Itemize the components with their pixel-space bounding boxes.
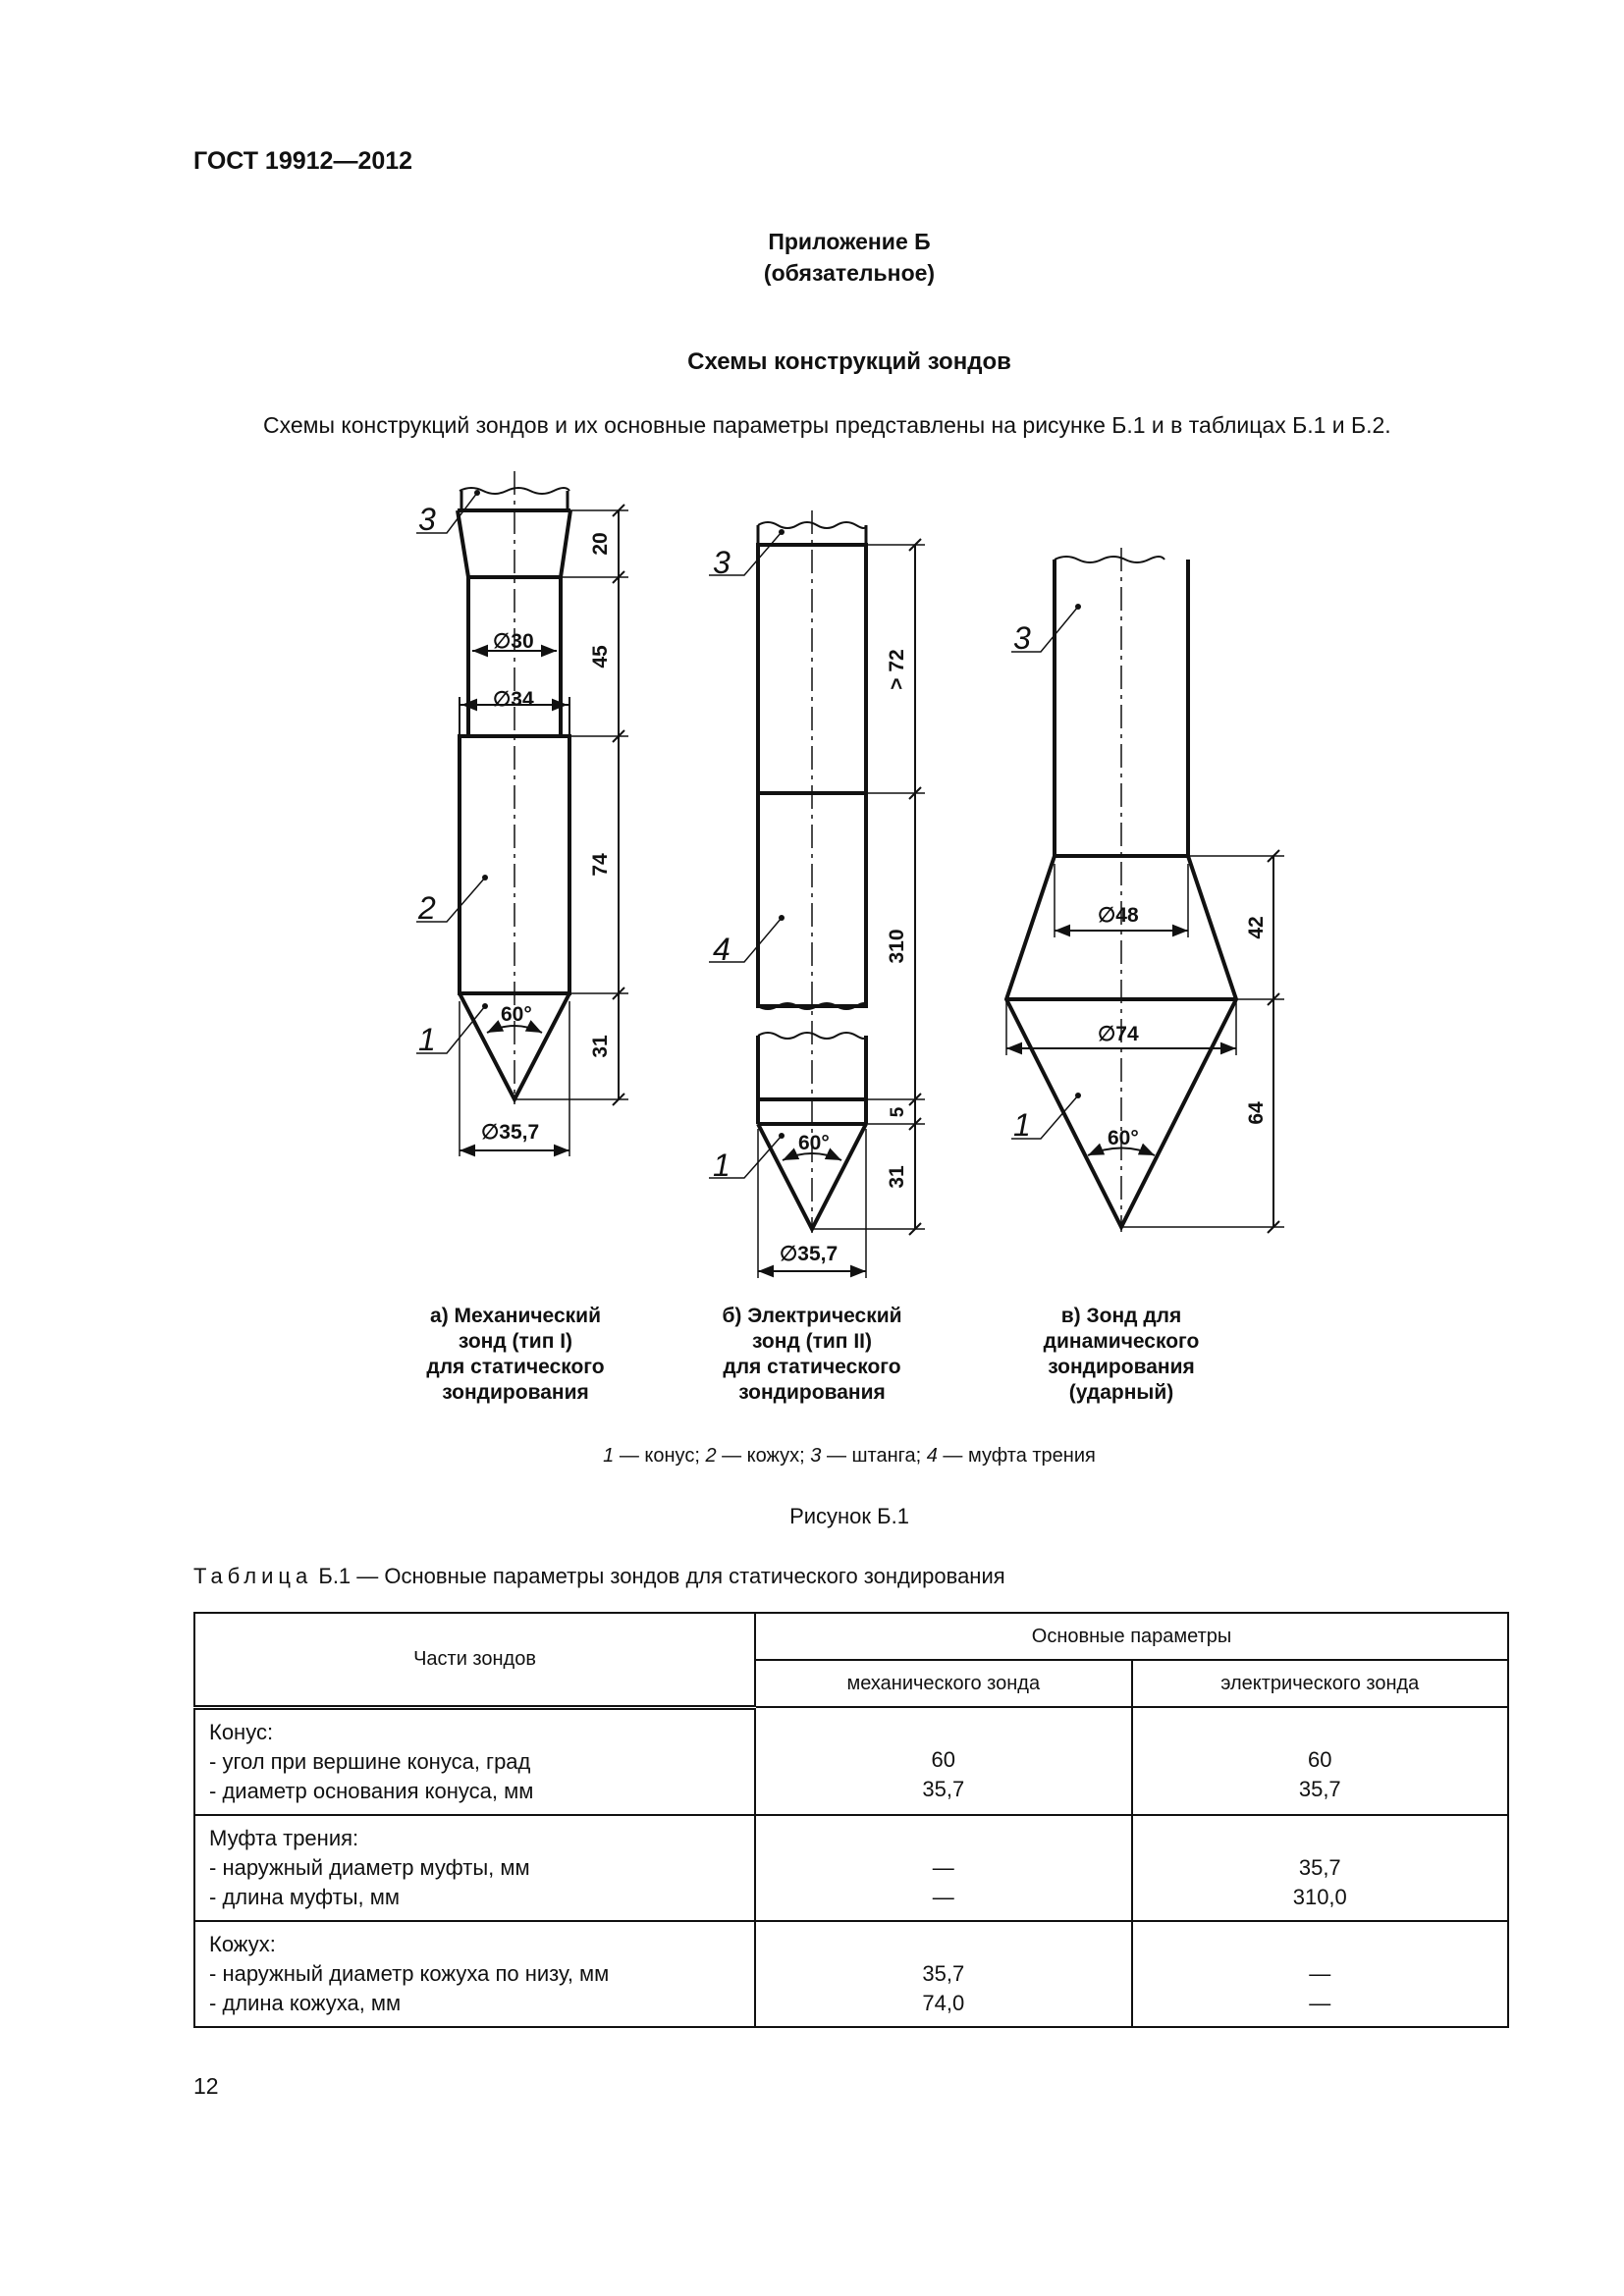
probe-b-caption-line: б) Электрический	[722, 1305, 902, 1327]
probe-a-caption	[388, 1304, 643, 1406]
probe-c-caption-line: зондирования	[1048, 1356, 1195, 1378]
cell-value: 35,7	[1298, 1777, 1341, 1801]
elec-values	[1132, 1921, 1508, 2027]
header-mechanical: механического зонда	[755, 1660, 1131, 1707]
probe-a-diameter-top: ∅30	[493, 630, 534, 653]
legend-text: — штанга;	[821, 1445, 927, 1467]
header-main-params: Основные параметры	[755, 1613, 1508, 1660]
row-line: - наружный диаметр муфты, мм	[209, 1854, 530, 1880]
cell-value: 60	[1308, 1747, 1332, 1772]
probe-a-dim-2: 45	[589, 645, 612, 668]
probe-b-label-4: 4	[713, 932, 731, 967]
probe-a-label-1: 1	[418, 1022, 436, 1057]
probe-a-caption-line: для статического	[426, 1356, 605, 1378]
probe-a-caption-line: зондирования	[442, 1381, 589, 1404]
figure-caption: Рисунок Б.1	[789, 1504, 909, 1528]
mech-values	[755, 1707, 1131, 1815]
probe-b-diameter-cone: ∅35,7	[780, 1243, 839, 1265]
probe-b-caption-line: для статического	[723, 1356, 901, 1378]
section-title: Схемы конструкций зондов	[687, 348, 1011, 375]
appendix-title: Приложение Б	[768, 229, 931, 254]
cell-value: —	[1309, 1990, 1331, 2015]
row-line: - длина муфты, мм	[209, 1884, 401, 1909]
probe-a-caption-line: а) Механический	[430, 1305, 601, 1327]
legend-text: — конус;	[614, 1445, 706, 1467]
legend-text: — кожух;	[716, 1445, 811, 1467]
cell-value: —	[932, 1884, 954, 1909]
cell-value: —	[1309, 1960, 1331, 1986]
probe-a-caption-line: зонд (тип I)	[458, 1330, 573, 1353]
probe-b-dim-2: 310	[886, 929, 908, 964]
row-line: - угол при вершине конуса, град	[209, 1748, 531, 1774]
probe-c-caption	[994, 1304, 1249, 1406]
elec-values	[1132, 1815, 1508, 1921]
legend-key: 1	[603, 1445, 615, 1467]
mech-values	[755, 1815, 1131, 1921]
probe-b-dim-1: > 72	[886, 649, 908, 690]
row-label	[194, 1815, 755, 1921]
header-electrical: электрического зонда	[1132, 1660, 1508, 1707]
cell-value: 35,7	[922, 1777, 965, 1801]
probe-c-annotations	[1013, 620, 1268, 1149]
probe-a-dim-3: 74	[589, 853, 612, 877]
cell-value: 310,0	[1292, 1884, 1347, 1909]
probe-c-dim-2: 64	[1245, 1101, 1268, 1125]
row-line: Муфта трения:	[209, 1825, 359, 1850]
table-row	[194, 1921, 1508, 2027]
probe-a-dim-4: 31	[589, 1035, 612, 1058]
row-line: Кожух:	[209, 1931, 276, 1956]
cell-value: 60	[931, 1747, 956, 1772]
table-caption-word: Таблица	[193, 1564, 313, 1588]
probe-b-dim-4: 31	[886, 1165, 908, 1189]
row-line: - наружный диаметр кожуха по низу, мм	[209, 1960, 610, 1986]
probe-b-label-1: 1	[713, 1148, 731, 1183]
probe-b-caption-line: зонд (тип II)	[752, 1330, 872, 1353]
row-line: Конус:	[209, 1719, 274, 1744]
probe-b-drawing	[709, 510, 925, 1278]
table-caption	[193, 1564, 1005, 1589]
row-line: - длина кожуха, мм	[209, 1990, 402, 2015]
probe-a-angle: 60°	[501, 1003, 532, 1026]
cell-value: 35,7	[1298, 1854, 1341, 1880]
probe-a-diameter-mid: ∅34	[493, 688, 534, 711]
probe-c-label-1: 1	[1013, 1107, 1031, 1143]
probe-c-dim-1: 42	[1245, 916, 1268, 939]
elec-values	[1132, 1707, 1508, 1815]
parameters-table	[193, 1612, 1509, 2028]
probe-c-label-3: 3	[1013, 620, 1031, 656]
row-label	[194, 1707, 755, 1815]
probe-c-diameter-cone: ∅74	[1098, 1023, 1139, 1045]
cell-value: 74,0	[922, 1990, 965, 2015]
probe-a-diameter-cone: ∅35,7	[481, 1121, 540, 1144]
cell-value: —	[932, 1854, 954, 1880]
table-row	[194, 1815, 1508, 1921]
probe-a-label-2: 2	[418, 890, 436, 926]
legend-key: 4	[926, 1445, 938, 1467]
figure-legend	[0, 1445, 1624, 1468]
probe-c-angle: 60°	[1108, 1127, 1139, 1149]
probe-b-caption-line: зондирования	[738, 1381, 886, 1404]
legend-key: 3	[810, 1445, 822, 1467]
legend-key: 2	[705, 1445, 717, 1467]
probe-c-caption-line: в) Зонд для	[1060, 1305, 1182, 1327]
header-parts: Части зондов	[194, 1613, 755, 1707]
table-caption-text: Б.1 — Основные параметры зондов для статического зондирования	[312, 1564, 1005, 1588]
appendix-status: (обязательное)	[763, 260, 936, 286]
probe-c-caption-line: динамического	[1043, 1330, 1200, 1353]
row-line: - диаметр основания конуса, мм	[209, 1778, 534, 1803]
cell-value: 35,7	[922, 1960, 965, 1986]
probe-b-caption	[684, 1304, 940, 1406]
row-label	[194, 1921, 755, 2027]
probe-c-drawing	[1006, 548, 1284, 1233]
mech-values	[755, 1921, 1131, 2027]
document-header: ГОСТ 19912—2012	[193, 147, 413, 175]
table-row	[194, 1707, 1508, 1815]
probe-b-annotations	[713, 545, 908, 1265]
probe-c-caption-line: (ударный)	[1068, 1381, 1174, 1404]
page-number: 12	[193, 2073, 219, 2099]
probe-a-dim-1: 20	[589, 532, 612, 556]
probe-b-angle: 60°	[798, 1132, 830, 1154]
legend-text: — муфта трения	[937, 1445, 1096, 1467]
probe-c-diameter-top: ∅48	[1098, 904, 1139, 927]
probe-b-label-3: 3	[713, 545, 731, 580]
intro-paragraph: Схемы конструкций зондов и их основные параметры представлены на рисунке Б.1 и в таблицах Б.1 и Б.2.	[263, 412, 1391, 438]
probe-b-dim-3: 5	[888, 1106, 908, 1118]
probe-a-label-3: 3	[418, 502, 436, 537]
